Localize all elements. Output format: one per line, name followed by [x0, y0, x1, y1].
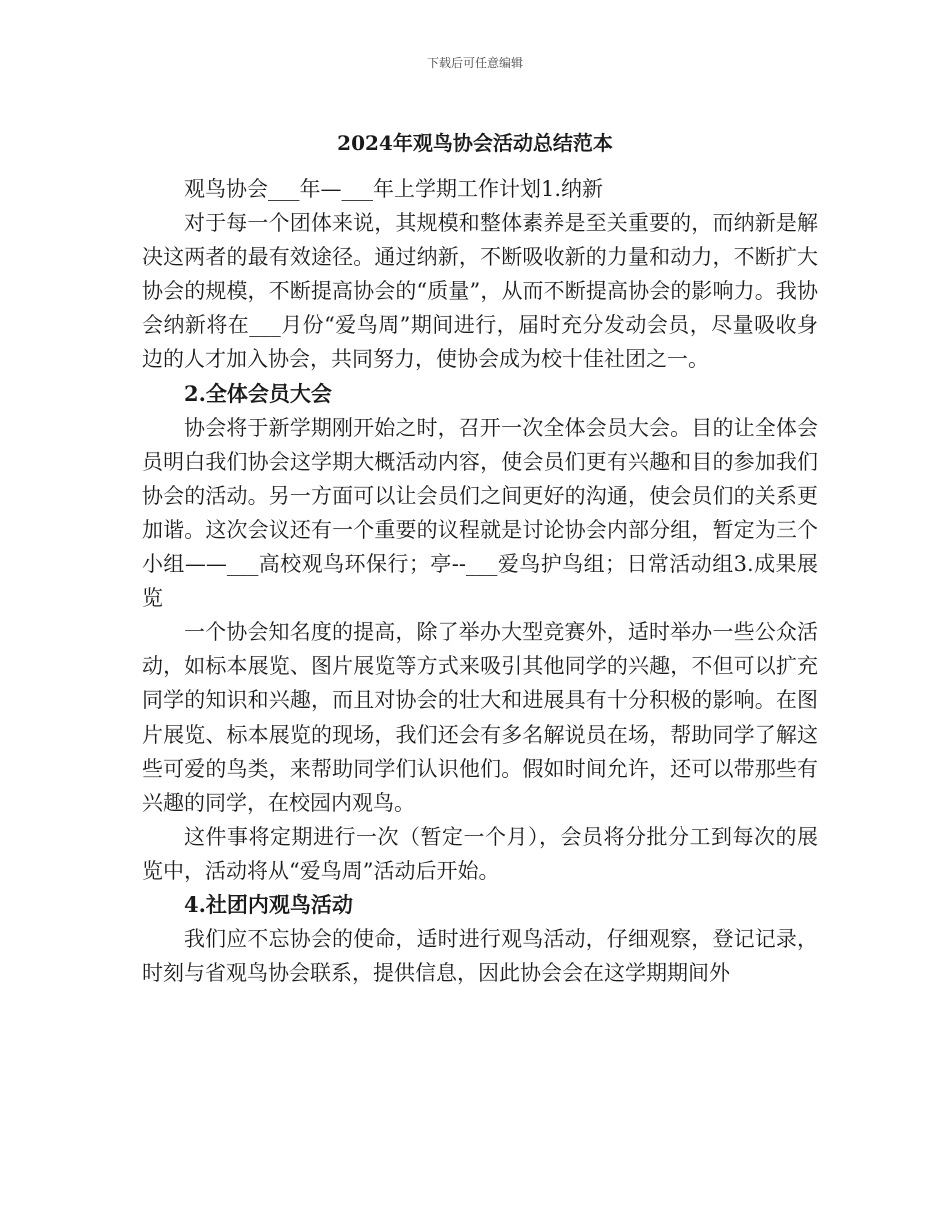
- section-heading-birdwatching: 4.社团内观鸟活动: [184, 891, 353, 917]
- intro-paragraph: 观鸟协会___年—___年上学期工作计划1.纳新: [184, 177, 604, 201]
- recruitment-paragraph: 对于每一个团体来说，其规模和整体素养是至关重要的，而纳新是解决这两者的最有效途径。通过纳新，不断吸收新的力量和动力，不断扩大协会的规模，不断提高协会的“质量”，从而不断提高协会的影响力。我协会纳新将在___月份“爱鸟周”期间进行，届时充分发动会员，尽量吸收身边的人才加入协会，共同努力，使协会成为校十佳社团之一。: [142, 211, 818, 372]
- document-title: 2024年观鸟协会活动总结范本: [337, 131, 613, 155]
- header-note: 下载后可任意编辑: [426, 56, 523, 70]
- document-body: [142, 172, 818, 990]
- general-meeting-paragraph: 协会将于新学期刚开始之时，召开一次全体会员大会。目的让全体会员明白我们协会这学期大概活动内容，使会员们更有兴趣和目的参加我们协会的活动。另一方面可以让会员们之间更好的沟通，使会员们的关系更加谐。这次会议还有一个重要的议程就是讨论协会内部分组，暂定为三个小组——___高校观鸟环保行；亭--___爱鸟护鸟组；日常活动组3.成果展览: [142, 415, 818, 611]
- exhibition-paragraph: 一个协会知名度的提高，除了举办大型竞赛外，适时举办一些公众活动，如标本展览、图片展览等方式来吸引其他同学的兴趣，不但可以扩充同学的知识和兴趣，而且对协会的壮大和进展具有十分积极的影响。在图片展览、标本展览的现场，我们还会有多名解说员在场，帮助同学了解这些可爱的鸟类，来帮助同学们认识他们。假如时间允许，还可以带那些有兴趣的同学，在校园内观鸟。: [142, 620, 818, 815]
- birdwatching-paragraph: 我们应不忘协会的使命，适时进行观鸟活动，仔细观察，登记记录，时刻与省观鸟协会联系，提供信息，因此协会会在这学期期间外: [142, 927, 818, 986]
- section-heading-general-meeting: 2.全体会员大会: [184, 380, 332, 406]
- exhibition-schedule-paragraph: 这件事将定期进行一次（暂定一个月），会员将分批分工到每次的展览中，活动将从“爱鸟周”活动后开始。: [142, 824, 818, 883]
